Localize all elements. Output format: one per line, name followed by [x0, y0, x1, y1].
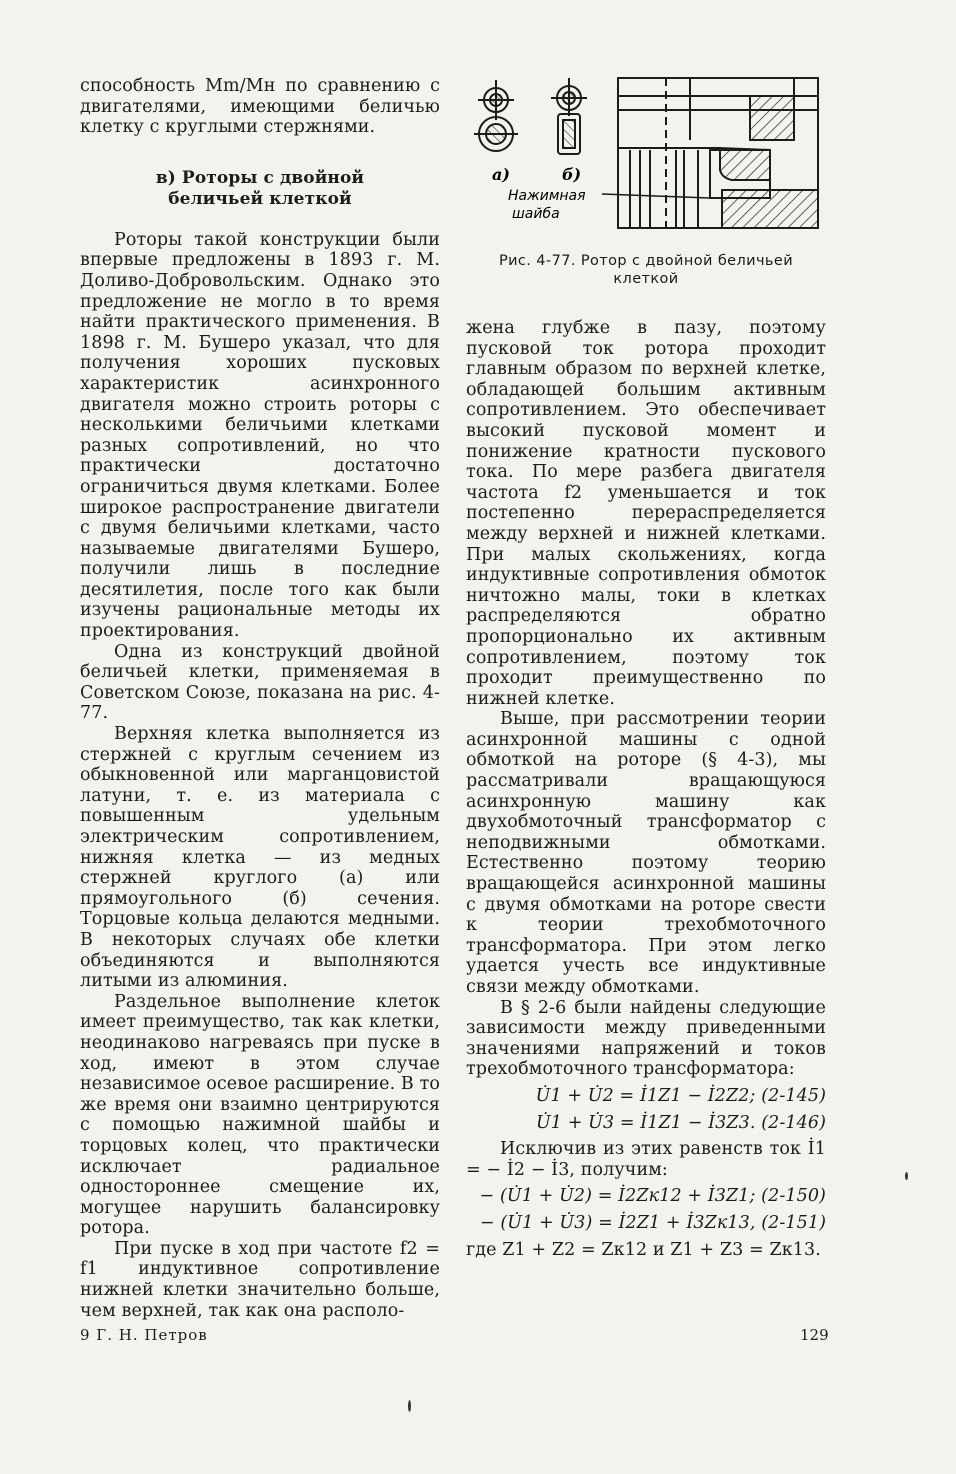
paragraph: При пуске в ход при частоте f2 = f1 индуктивное сопротивление нижней клетки значительно больше, чем верхней, так как она располо- — [80, 1238, 440, 1321]
figure-caption: Рис. 4-77. Ротор с двойной беличьей клеткой — [498, 253, 794, 287]
section-heading — [80, 168, 440, 210]
equation: − (U̇1 + U̇2) = İ2Zк12 + İ3Z1; (2-150) — [479, 1186, 826, 1207]
section-heading-line: в) Роторы с двойной — [155, 167, 365, 188]
paragraph: В § 2-6 были найдены следующие зависимости между приведенными значениями напряжений и токов трехобмоточного трансформатора: — [466, 997, 826, 1080]
page-number: 129 — [800, 1326, 829, 1344]
rotor-figure — [470, 70, 830, 260]
paragraph: Раздельное выполнение клеток имеет преимущество, так как клетки, неодинаково нагреваясь при пуске в ход, имеют в этом случае независимое осевое расширение. В то же время они взаимно центрируются с помощью нажимной шайбы и торцовых колец, что практически исключает радиальное одностороннее смещение их, могущее нарушить балансировку ротора. — [80, 991, 440, 1239]
bar-section-a — [474, 80, 518, 151]
equation: − (U̇1 + U̇3) = İ2Z1 + İ3Zк13, (2-151) — [479, 1212, 826, 1233]
section-heading-line: беличьей клеткой — [168, 188, 352, 209]
paragraph: Роторы такой конструкции были впервые предложены в 1893 г. М. Доливо-Добровольским. Однако это предложение не могло в то время найти практического применения. В 1898 г. М. Бушеро указал, что для получения хороших пусковых характеристик асинхронного двигателя можно строить роторы с несколькими беличьими клетками разных сопротивлений, но что практически достаточно ограничиться двумя клетками. Более широкое распространение двигатели с двумя беличьими клетками, часто называемые двигателями Бушеро, получили лишь в последние десятилетия, после того как были изучены рациональные методы их проектирования. — [80, 229, 440, 642]
label-b: б) — [562, 165, 582, 184]
bar-section-b — [551, 78, 587, 154]
paragraph: Выше, при рассмотрении теории асинхронной машины с одной обмоткой на роторе (§ 4-3), мы рассматривали вращающуюся асинхронную машину как двухобмоточный трансформатор с неподвижными обмотками. Естественно поэтому теорию вращающейся асинхронной машины с двумя обмотками на роторе свести к теории трехобмоточного трансформатора. При этом легко удается учесть все индуктивные связи между обмотками. — [466, 709, 826, 997]
paragraph: Исключив из этих равенств ток İ1 = − İ2 − İ3, получим: — [466, 1139, 826, 1180]
paragraph: Верхняя клетка выполняется из стержней с круглым сечением из обыкновенной или марганцовистой латуни, т. е. из материала с повышенным удельным электрическим сопротивлением, нижняя клетка — из медных стержней круглого (а) или прямоугольного (б) сечения. Торцовые кольца делаются медными. В некоторых случаях обе клетки объединяются и выполняются литыми из алюминия. — [80, 724, 440, 992]
washer-label-line2: шайба — [512, 206, 560, 222]
left-column — [80, 76, 440, 1321]
paragraph: Одна из конструкций двойной беличьей клетки, применяемая в Советском Союзе, показана на рис. 4-77. — [80, 641, 440, 724]
paragraph: где Z1 + Z2 = Zк12 и Z1 + Z3 = Zк13. — [466, 1239, 821, 1260]
scan-mark — [905, 1172, 908, 1180]
washer-label-line1: Нажимная — [508, 188, 586, 204]
rotor-cross-section — [618, 78, 818, 228]
footer-signature: 9 Г. Н. Петров — [80, 1326, 208, 1344]
scan-mark — [408, 1400, 411, 1412]
label-a: а) — [492, 165, 510, 184]
paragraph: жена глубже в пазу, поэтому пусковой ток ротора проходит главным образом по верхней клетке, обладающей большим активным сопротивлением. Это обеспечивает высокий пусковой момент и понижение кратности пускового тока. По мере разбега двигателя частота f2 уменьшается и ток постепенно перераспределяется между верхней и нижней клетками. При малых скольжениях, когда индуктивные сопротивления обмоток ничтожно малы, токи в клетках распределяются обратно пропорционально их активным сопротивлением, поэтому ток проходит преимущественно по нижней клетке. — [466, 318, 826, 709]
paragraph: способность Mm/Mн по сравнению с двигателями, имеющими беличью клетку с круглыми стержнями. — [80, 76, 440, 138]
right-column — [466, 318, 826, 1260]
equation: U̇1 + U̇3 = İ1Z1 − İ3Z3. (2-146) — [535, 1112, 826, 1133]
equation: U̇1 + U̇2 = İ1Z1 − İ2Z2; (2-145) — [535, 1085, 826, 1106]
